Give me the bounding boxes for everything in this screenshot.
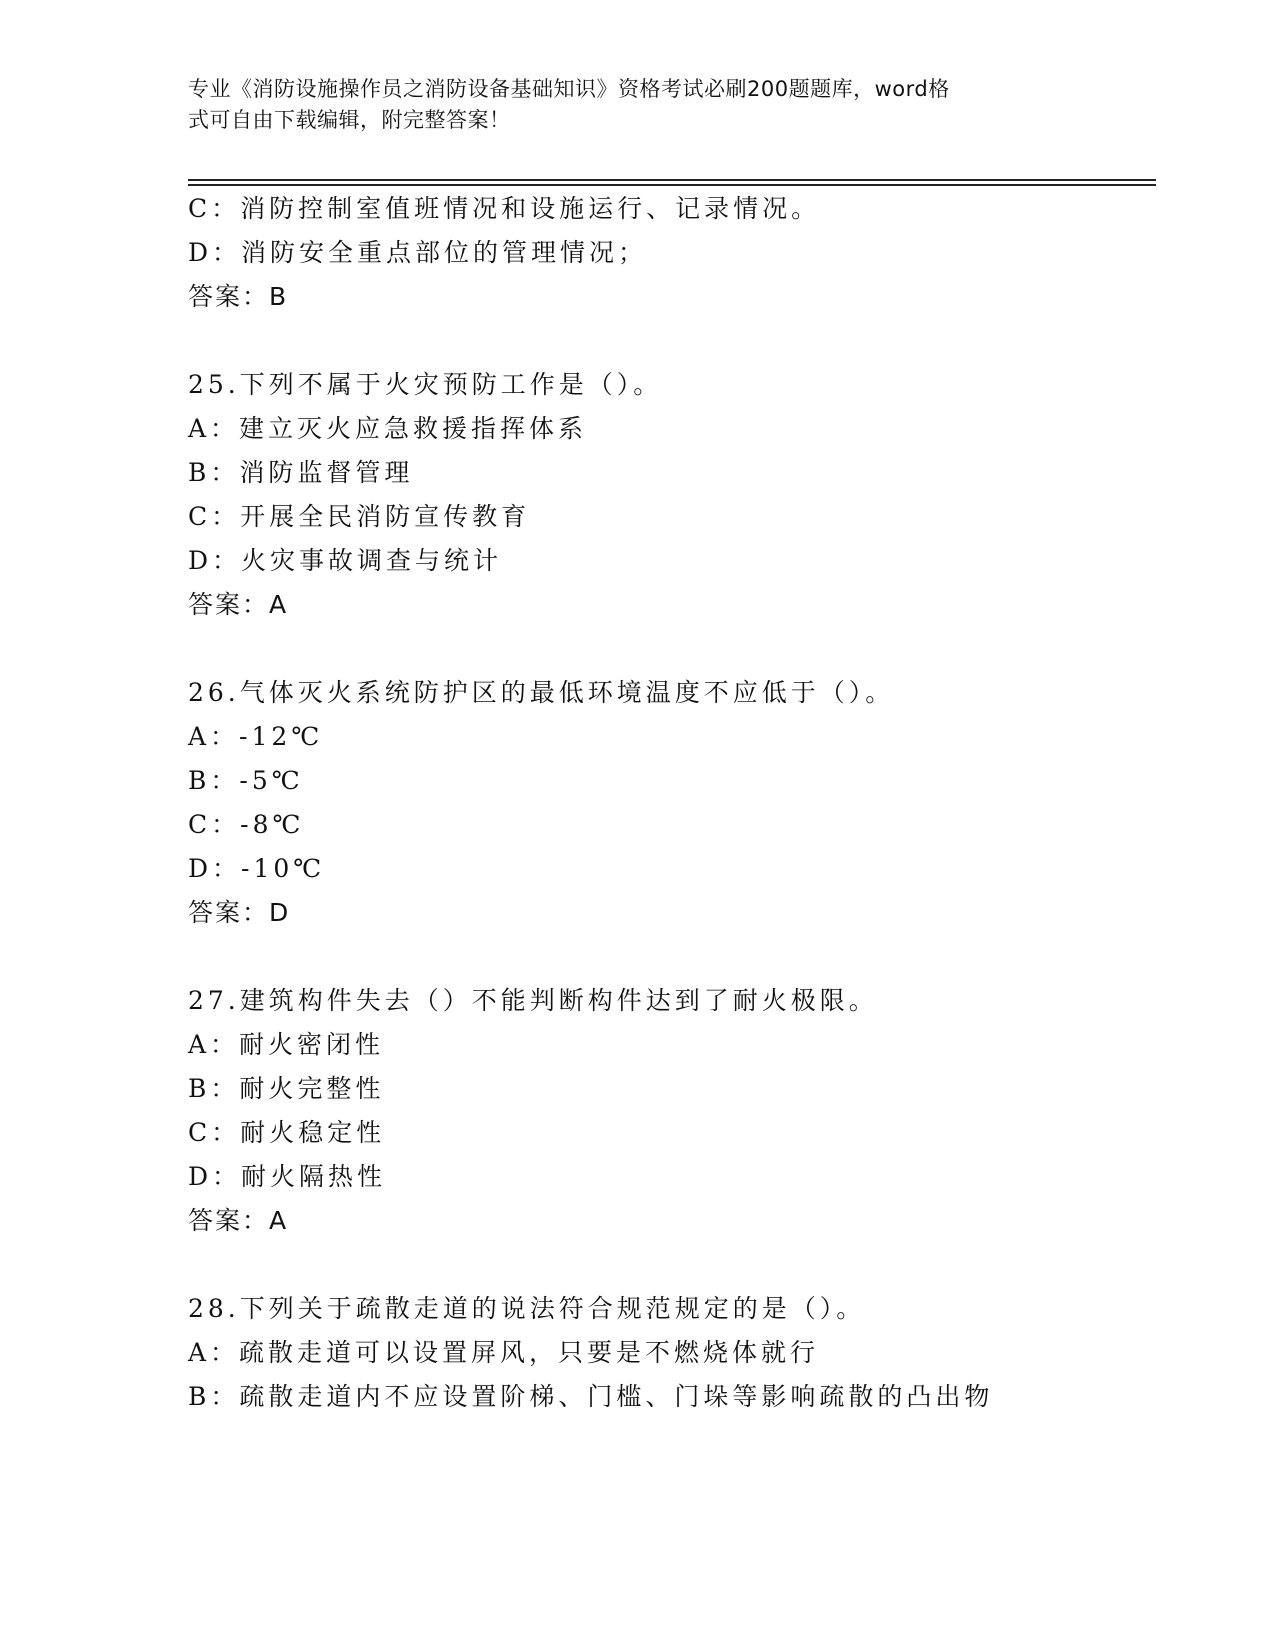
question-26-answer: 答案：D — [188, 898, 291, 927]
question-27-option-a: A：耐火密闭性 — [188, 1030, 385, 1059]
question-27-option-c: C：耐火稳定性 — [188, 1118, 386, 1147]
header-line-1: 专业《消防设施操作员之消防设备基础知识》资格考试必刷200题题库，word格 — [188, 77, 950, 101]
question-27-option-b: B：耐火完整性 — [188, 1074, 385, 1103]
header-divider-top — [188, 179, 1156, 181]
question-25-answer: 答案：A — [188, 590, 289, 619]
document-header — [188, 74, 1068, 136]
question-26-option-a: A：-12℃ — [188, 722, 324, 751]
question-28-stem: 28.下列关于疏散走道的说法符合规范规定的是（）。 — [188, 1294, 866, 1323]
question-28-option-a: A：疏散走道可以设置屏风，只要是不燃烧体就行 — [188, 1338, 820, 1367]
question-25-option-b: B：消防监督管理 — [188, 458, 414, 487]
header-line-2: 式可自由下载编辑，附完整答案！ — [188, 108, 511, 132]
prev-answer: 答案：B — [188, 282, 289, 311]
question-26-stem: 26.气体灭火系统防护区的最低环境温度不应低于（）。 — [188, 678, 895, 707]
header-divider-bottom — [188, 184, 1156, 186]
question-25-option-c: C：开展全民消防宣传教育 — [188, 502, 531, 531]
prev-option-d: D：消防安全重点部位的管理情况； — [188, 238, 648, 267]
question-25-option-a: A：建立灭火应急救援指挥体系 — [188, 414, 588, 443]
question-25-option-d: D：火灾事故调查与统计 — [188, 546, 503, 575]
question-26-option-b: B：-5℃ — [188, 766, 304, 795]
question-28-option-b: B：疏散走道内不应设置阶梯、门槛、门垛等影响疏散的凸出物 — [188, 1382, 994, 1411]
question-26-option-d: D：-10℃ — [188, 854, 326, 883]
question-27-answer: 答案：A — [188, 1206, 289, 1235]
question-26-option-c: C：-8℃ — [188, 810, 305, 839]
question-25-stem: 25.下列不属于火灾预防工作是（）。 — [188, 370, 663, 399]
question-27-option-d: D：耐火隔热性 — [188, 1162, 387, 1191]
question-27-stem: 27.建筑构件失去（）不能判断构件达到了耐火极限。 — [188, 986, 878, 1015]
prev-option-c: C：消防控制室值班情况和设施运行、记录情况。 — [188, 194, 821, 223]
